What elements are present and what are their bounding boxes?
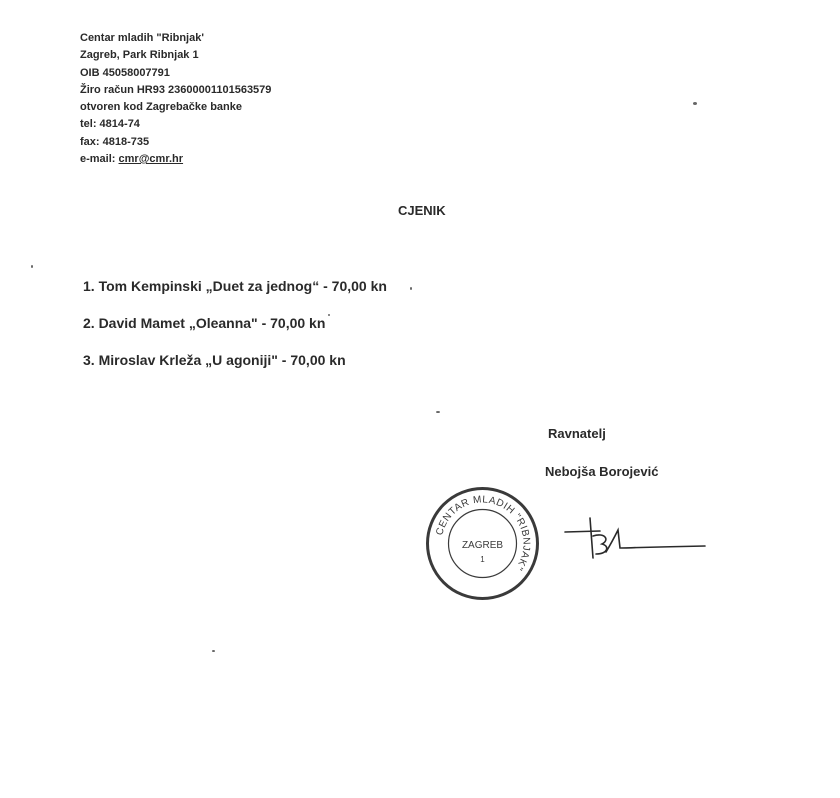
- price-list-item: 3. Miroslav Krleža „U agoniji" - 70,00 kn: [83, 352, 346, 368]
- signatory-name: Nebojša Borojević: [545, 464, 659, 479]
- stamp-city: ZAGREB: [461, 540, 504, 551]
- price-list-item: 2. David Mamet „Oleanna" - 70,00 kn: [83, 315, 326, 331]
- sender-fax: fax: 4818-735: [80, 135, 150, 148]
- page-title: CJENIK: [398, 203, 446, 218]
- stamp-number: 1: [480, 555, 485, 564]
- signatory-role: Ravnatelj: [548, 426, 606, 441]
- price-list: [83, 278, 387, 389]
- sender-name: Centar mladih "Ribnjak': [80, 32, 204, 44]
- sender-email-line: [80, 151, 271, 168]
- sender-block: [80, 30, 271, 168]
- sender-account: Žiro račun HR93 2360000110156357​9: [80, 83, 272, 96]
- paper-speck: [212, 650, 215, 652]
- paper-speck: [693, 102, 697, 105]
- paper-speck: [328, 314, 330, 316]
- handwritten-signature: [560, 510, 710, 570]
- sender-tel: tel: 4814-74: [80, 118, 140, 131]
- sender-address: Zagreb, Park Ribnjak 1: [80, 49, 199, 62]
- price-list-item: 1. Tom Kempinski „Duet za jednog“ - 70,00 kn: [83, 278, 387, 294]
- paper-speck: [410, 287, 412, 290]
- sender-email-link[interactable]: cmr@cmr.hr: [118, 153, 184, 166]
- paper-speck: [31, 265, 33, 268]
- sender-bank: otvoren kod Zagrebačke banke: [80, 101, 242, 114]
- sender-oib: OIB 45058007791: [80, 66, 170, 79]
- stamp-ring-text: CENTAR MLADIH "RIBNJAK": [434, 494, 532, 573]
- paper-speck: [436, 411, 440, 413]
- official-stamp: [425, 486, 540, 601]
- sender-email-label: e-mail:: [80, 153, 119, 166]
